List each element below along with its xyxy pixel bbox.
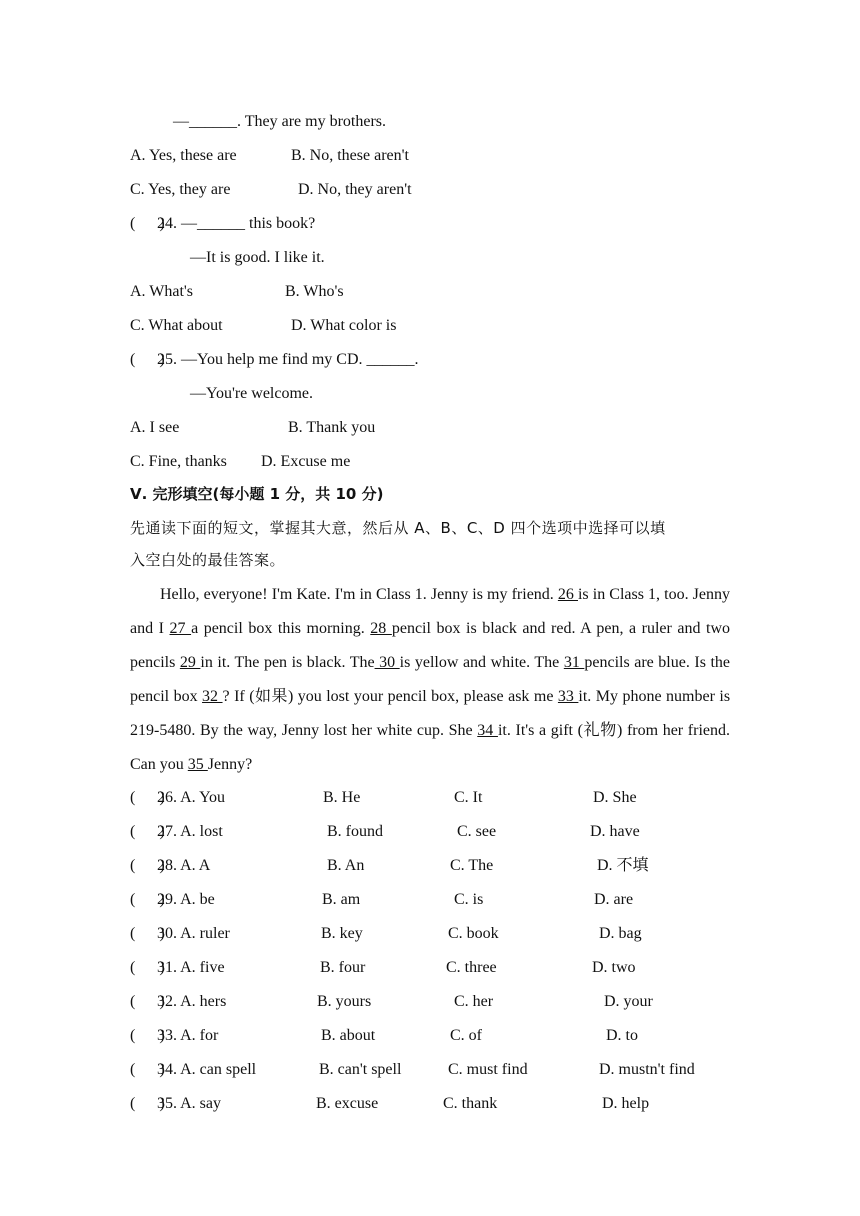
q24-option-d: D. What color is bbox=[291, 317, 397, 334]
question-paren: ( ) bbox=[130, 857, 165, 874]
cloze-passage: Hello, everyone! I'm Kate. I'm in Class 1. Jenny is my friend. 26 is in Class 1, too. Jenny and I 27 a pencil box this morning. 28 pencil box is black and red. A pen, a ruler and two pencils 29 in it. The pen is black. The 30 is yellow and white. The 31 pencils are blue. Is the pencil box 32 ? If (如果) you lost your pencil box, please ask me 33 it. My phone number is 219-5480. By the way, Jenny lost her white cup. She 34 it. It's a gift (礼物) from her friend. Can you 35 Jenny? bbox=[130, 586, 731, 773]
q25-option-a: A. I see bbox=[130, 419, 180, 436]
option-a: 29. A. be bbox=[157, 891, 215, 908]
option-b: B. about bbox=[321, 1027, 376, 1044]
option-c: C. her bbox=[454, 993, 494, 1010]
option-b: B. four bbox=[320, 959, 366, 976]
option-a: 33. A. for bbox=[157, 1027, 219, 1044]
question-paren: ( ) bbox=[130, 925, 165, 942]
q23-option-c: C. Yes, they are bbox=[130, 181, 231, 198]
q25-option-b: B. Thank you bbox=[288, 419, 376, 436]
question-paren: ( ) bbox=[130, 1095, 165, 1112]
q24-option-b: B. Who's bbox=[285, 283, 344, 300]
q24-answer-paren: ( ) bbox=[130, 215, 165, 232]
option-b: B. He bbox=[323, 789, 361, 806]
q25-option-c: C. Fine, thanks bbox=[130, 453, 227, 470]
blank-26: 26 bbox=[557, 586, 578, 603]
option-c: C. The bbox=[450, 857, 494, 874]
option-b: B. An bbox=[327, 857, 365, 874]
question-paren: ( ) bbox=[130, 823, 165, 840]
option-d: D. mustn't find bbox=[599, 1061, 695, 1078]
option-c: C. see bbox=[457, 823, 497, 840]
option-d: D. have bbox=[590, 823, 640, 840]
blank-34: 34 bbox=[477, 722, 498, 739]
option-a: 30. A. ruler bbox=[157, 925, 230, 942]
option-a: 31. A. five bbox=[157, 959, 225, 976]
blank-32: 32 bbox=[202, 688, 223, 705]
option-d: D. 不填 bbox=[597, 857, 649, 874]
q25-answer-paren: ( ) bbox=[130, 351, 165, 368]
question-paren: ( ) bbox=[130, 789, 165, 806]
option-d: D. bag bbox=[599, 925, 642, 942]
option-d: D. two bbox=[592, 959, 636, 976]
option-a: 35. A. say bbox=[157, 1095, 221, 1112]
option-b: B. am bbox=[322, 891, 361, 908]
question-paren: ( ) bbox=[130, 1027, 165, 1044]
question-paren: ( ) bbox=[130, 993, 165, 1010]
q24-option-a: A. What's bbox=[130, 283, 194, 300]
option-c: C. three bbox=[446, 959, 497, 976]
option-a: 28. A. A bbox=[157, 857, 211, 874]
q23-option-b: B. No, these aren't bbox=[291, 147, 409, 164]
question-paren: ( ) bbox=[130, 959, 165, 976]
option-a: 27. A. lost bbox=[157, 823, 223, 840]
option-c: C. is bbox=[454, 891, 484, 908]
option-c: C. thank bbox=[443, 1095, 498, 1112]
blank-30: 30 bbox=[374, 654, 400, 671]
section-heading: Ⅴ. 完形填空(每小题 1 分，共 10 分) bbox=[130, 485, 384, 503]
option-b: B. found bbox=[327, 823, 383, 840]
blank-28: 28 bbox=[370, 620, 392, 637]
option-c: C. book bbox=[448, 925, 499, 942]
q25-reply: —You're welcome. bbox=[190, 385, 314, 402]
q24-reply: —It is good. I like it. bbox=[190, 249, 325, 266]
option-b: B. can't spell bbox=[319, 1061, 402, 1078]
blank-29: 29 bbox=[179, 654, 201, 671]
option-c: C. It bbox=[454, 789, 483, 806]
blank-33: 33 bbox=[557, 688, 579, 705]
q24-option-c: C. What about bbox=[130, 317, 223, 334]
q23-answer-line: —______. They are my brothers. bbox=[173, 113, 386, 130]
option-c: C. of bbox=[450, 1027, 482, 1044]
q25-stem: 25. —You help me find my CD. ______. bbox=[157, 351, 419, 368]
option-a: 34. A. can spell bbox=[157, 1061, 257, 1078]
question-paren: ( ) bbox=[130, 891, 165, 908]
q25-option-d: D. Excuse me bbox=[261, 453, 351, 470]
blank-35: 35 bbox=[187, 756, 208, 773]
option-d: D. to bbox=[606, 1027, 638, 1044]
option-b: B. key bbox=[321, 925, 363, 942]
section-instruction-line-1: 先通读下面的短文，掌握其大意，然后从 A、B、C、D 四个选项中选择可以填 bbox=[130, 519, 666, 537]
option-d: D. She bbox=[593, 789, 637, 806]
option-d: D. help bbox=[602, 1095, 650, 1112]
question-paren: ( ) bbox=[130, 1061, 165, 1078]
blank-31: 31 bbox=[563, 654, 585, 671]
option-d: D. your bbox=[604, 993, 653, 1010]
q24-stem: 24. —______ this book? bbox=[157, 215, 316, 232]
option-c: C. must find bbox=[448, 1061, 528, 1078]
q23-option-a: A. Yes, these are bbox=[130, 147, 237, 164]
option-a: 32. A. hers bbox=[157, 993, 227, 1010]
q23-option-d: D. No, they aren't bbox=[298, 181, 412, 198]
section-instruction-line-2: 入空白处的最佳答案。 bbox=[130, 551, 286, 569]
option-b: B. yours bbox=[317, 993, 372, 1010]
blank-27: 27 bbox=[169, 620, 192, 637]
option-a: 26. A. You bbox=[157, 789, 226, 806]
option-b: B. excuse bbox=[316, 1095, 379, 1112]
option-d: D. are bbox=[594, 891, 634, 908]
